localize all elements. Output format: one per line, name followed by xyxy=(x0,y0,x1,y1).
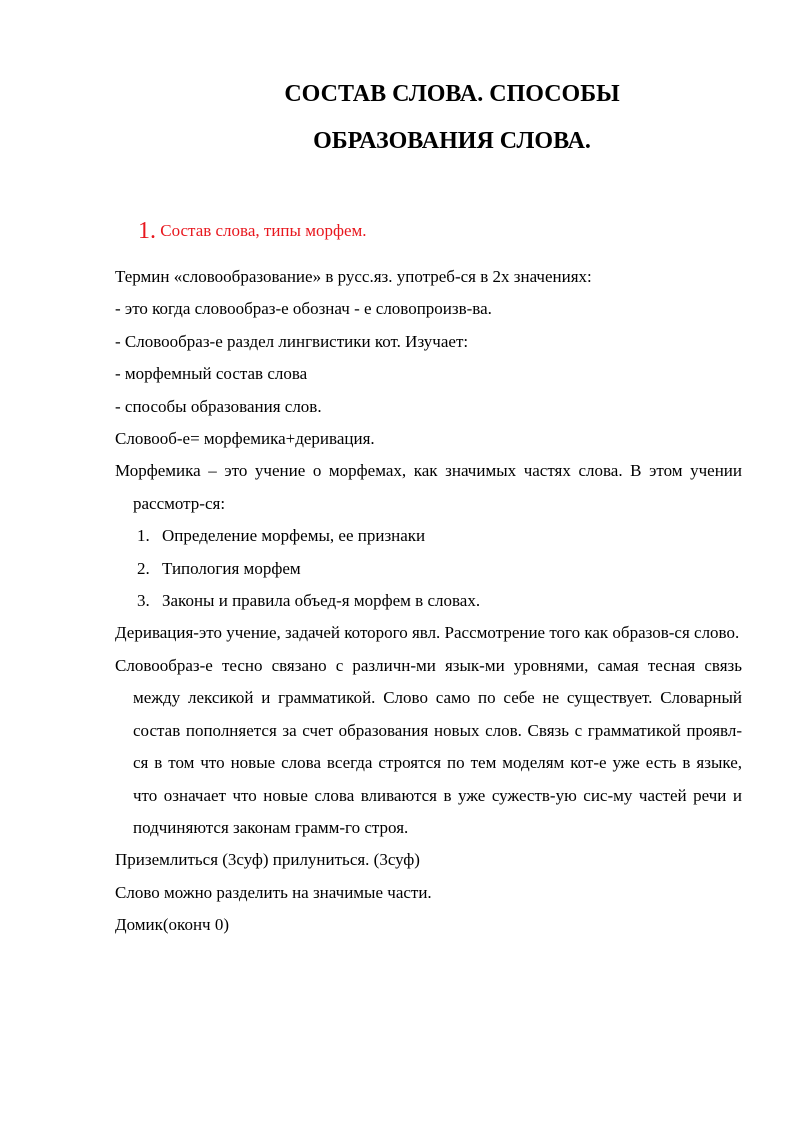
list-item-number: 3. xyxy=(137,591,150,611)
paragraph: Словообраз-е тесно связано с различн-ми язык-ми уровнями, самая тесная связь между лексикой и грамматикой. Слово само по себе не существует. Словарный состав пополняется за счет образования новых слов. Связь с грамматикой проявл-ся в том что новые слова всегда строятся по тем моделям кот-е уже есть в языке, что означает что новые слова вливаются в уже сужеств-ую сис-му частей речи и подчиняются законам грамм-го строя. xyxy=(115,655,742,837)
list-item xyxy=(115,520,742,552)
list-item-text: Типология морфем xyxy=(162,558,301,578)
paragraph: - Словообраз-е раздел лингвистики кот. Изучает: xyxy=(115,331,469,351)
document-title-line-2: ОБРАЗОВАНИЯ СЛОВА. xyxy=(313,128,591,154)
list-item-text: Законы и правила объед-я морфем в словах. xyxy=(162,591,481,611)
list-item-number: 2. xyxy=(137,558,150,578)
paragraph: Приземлиться (3суф) прилуниться. (3суф) xyxy=(115,850,420,870)
list-item-number: 1. xyxy=(137,526,150,546)
document-title-line-1: СОСТАВ СЛОВА. СПОСОБЫ xyxy=(284,81,620,107)
paragraph: Морфемика – это учение о морфемах, как значимых частях слова. В этом учении рассмотр-ся: xyxy=(115,461,742,513)
paragraph: - морфемный состав слова xyxy=(115,364,308,384)
document-body xyxy=(115,261,742,942)
list-item xyxy=(115,585,742,617)
paragraph: Словооб-е= морфемика+деривация. xyxy=(115,429,375,449)
paragraph: Слово можно разделить на значимые части. xyxy=(115,882,432,902)
paragraph: - способы образования слов. xyxy=(115,396,322,416)
paragraph: Деривация-это учение, задачей которого явл. Рассмотрение того как образов-ся слово. xyxy=(115,623,740,643)
section-heading xyxy=(138,218,367,244)
paragraph: Термин «словообразование» в русс.яз. употреб-ся в 2х значениях: xyxy=(115,267,592,286)
paragraph: Домик(оконч 0) xyxy=(115,915,230,935)
paragraph: - это когда словообраз-е обознач - е словопроизв-ва. xyxy=(115,299,492,319)
section-title: Состав слова, типы морфем. xyxy=(160,221,367,240)
numbered-list xyxy=(115,520,742,617)
list-item-text: Определение морфемы, ее признаки xyxy=(162,526,426,546)
list-item xyxy=(115,553,742,585)
section-number: 1. xyxy=(138,218,156,244)
